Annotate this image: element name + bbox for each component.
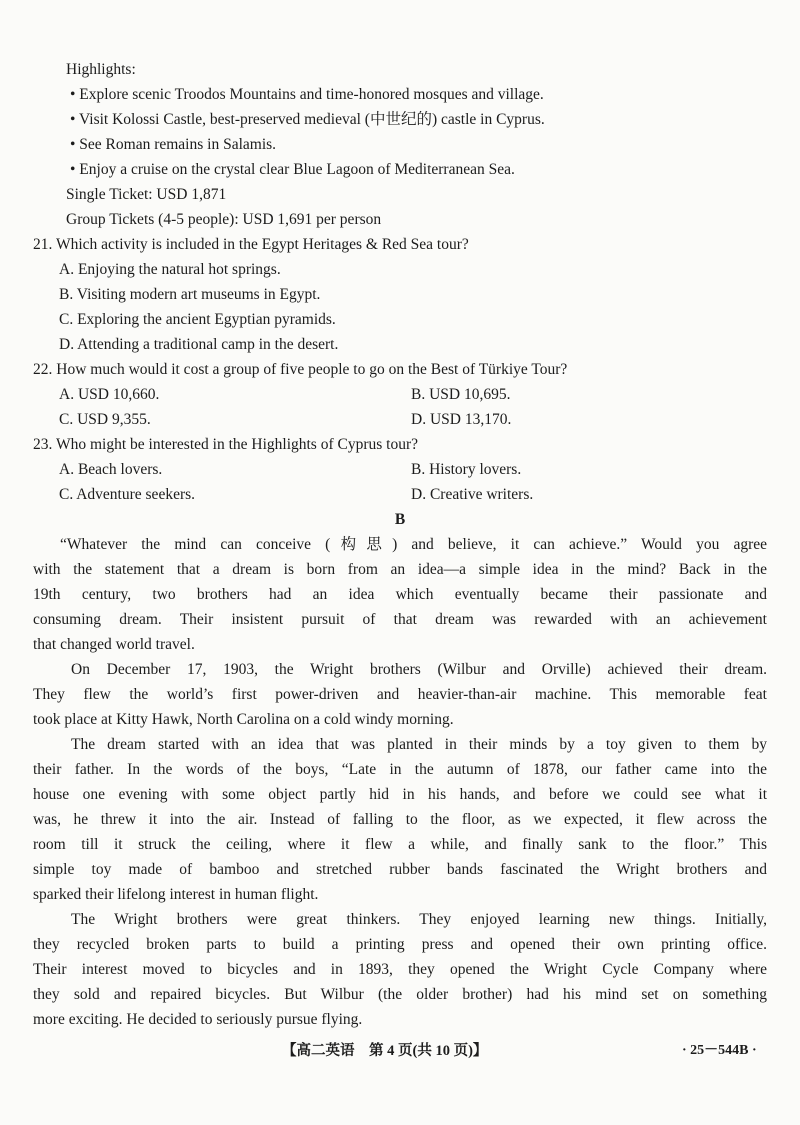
question-21-stem: 21. Which activity is included in the Egypt Heritages & Red Sea tour? <box>33 236 469 253</box>
highlight-bullet: • Visit Kolossi Castle, best-preserved medieval (中世纪的) castle in Cyprus. <box>70 111 545 128</box>
question-21-option-b: B. Visiting modern art museums in Egypt. <box>59 286 321 303</box>
highlight-bullet: • Explore scenic Troodos Mountains and time-honored mosques and village. <box>70 86 544 103</box>
passage-line: their father. In the words of the boys, “Late in the autumn of 1878, our father came into the <box>33 761 767 778</box>
passage-line: they sold and repaired bicycles. But Wilbur (the older brother) had his mind set on something <box>33 986 767 1003</box>
passage-line: more exciting. He decided to seriously pursue flying. <box>33 1011 363 1028</box>
page-footer-title: 【高二英语 第 4 页(共 10 页)】 <box>282 1043 488 1059</box>
passage-line: consuming dream. Their insistent pursuit of that dream was rewarded with an achievement <box>33 611 767 628</box>
highlights-heading: Highlights: <box>66 61 136 78</box>
question-23-option-c: C. Adventure seekers. <box>59 486 196 503</box>
highlight-bullet: • See Roman remains in Salamis. <box>70 136 277 153</box>
single-ticket-price: Single Ticket: USD 1,871 <box>66 186 227 203</box>
passage-line: was, he threw it into the air. Instead of falling to the floor, as we expected, it flew across the <box>33 811 767 828</box>
passage-line: On December 17, 1903, the Wright brothers (Wilbur and Orville) achieved their dream. <box>71 661 767 678</box>
question-23-option-b: B. History lovers. <box>411 461 522 478</box>
question-22-option-d: D. USD 13,170. <box>411 411 512 428</box>
passage-line: 19th century, two brothers had an idea which eventually became their passionate and <box>33 586 767 603</box>
question-23-option-d: D. Creative writers. <box>411 486 534 503</box>
passage-line: room till it struck the ceiling, where it flew a while, and finally sank to the floor.” This <box>33 836 767 853</box>
question-21-option-a: A. Enjoying the natural hot springs. <box>59 261 281 278</box>
section-b-heading: B <box>394 511 406 528</box>
passage-line: they recycled broken parts to build a printing press and opened their own printing office. <box>33 936 767 953</box>
passage-line: that changed world travel. <box>33 636 195 653</box>
passage-line: “Whatever the mind can conceive (构思) and believe, it can achieve.” Would you agree <box>60 536 767 553</box>
question-22-option-c: C. USD 9,355. <box>59 411 151 428</box>
question-22-option-b: B. USD 10,695. <box>411 386 511 403</box>
question-21-option-d: D. Attending a traditional camp in the desert. <box>59 336 339 353</box>
question-22-option-a: A. USD 10,660. <box>59 386 160 403</box>
passage-line: The dream started with an idea that was planted in their minds by a toy given to them by <box>71 736 767 753</box>
passage-line: simple toy made of bamboo and stretched rubber bands fascinated the Wright brothers and <box>33 861 767 878</box>
question-23-stem: 23. Who might be interested in the Highlights of Cyprus tour? <box>33 436 419 453</box>
question-22-stem: 22. How much would it cost a group of five people to go on the Best of Türkiye Tour? <box>33 361 568 378</box>
question-21-option-c: C. Exploring the ancient Egyptian pyramids. <box>59 311 336 328</box>
passage-line: The Wright brothers were great thinkers. They enjoyed learning new things. Initially, <box>71 911 767 928</box>
passage-line: took place at Kitty Hawk, North Carolina on a cold windy morning. <box>33 711 454 728</box>
passage-line: sparked their lifelong interest in human flight. <box>33 886 319 903</box>
group-ticket-price: Group Tickets (4-5 people): USD 1,691 per person <box>66 211 382 228</box>
passage-line: Their interest moved to bicycles and in 1893, they opened the Wright Cycle Company where <box>33 961 767 978</box>
highlight-bullet: • Enjoy a cruise on the crystal clear Blue Lagoon of Mediterranean Sea. <box>70 161 515 178</box>
page-footer-code: · 25－544B · <box>682 1043 757 1058</box>
passage-line: house one evening with some object partly hid in his hands, and before we could see what it <box>33 786 767 803</box>
passage-line: They flew the world’s first power-driven and heavier-than-air machine. This memorable feat <box>33 686 767 703</box>
question-23-option-a: A. Beach lovers. <box>59 461 163 478</box>
passage-line: with the statement that a dream is born from an idea—a simple idea in the mind? Back in the <box>33 561 767 578</box>
